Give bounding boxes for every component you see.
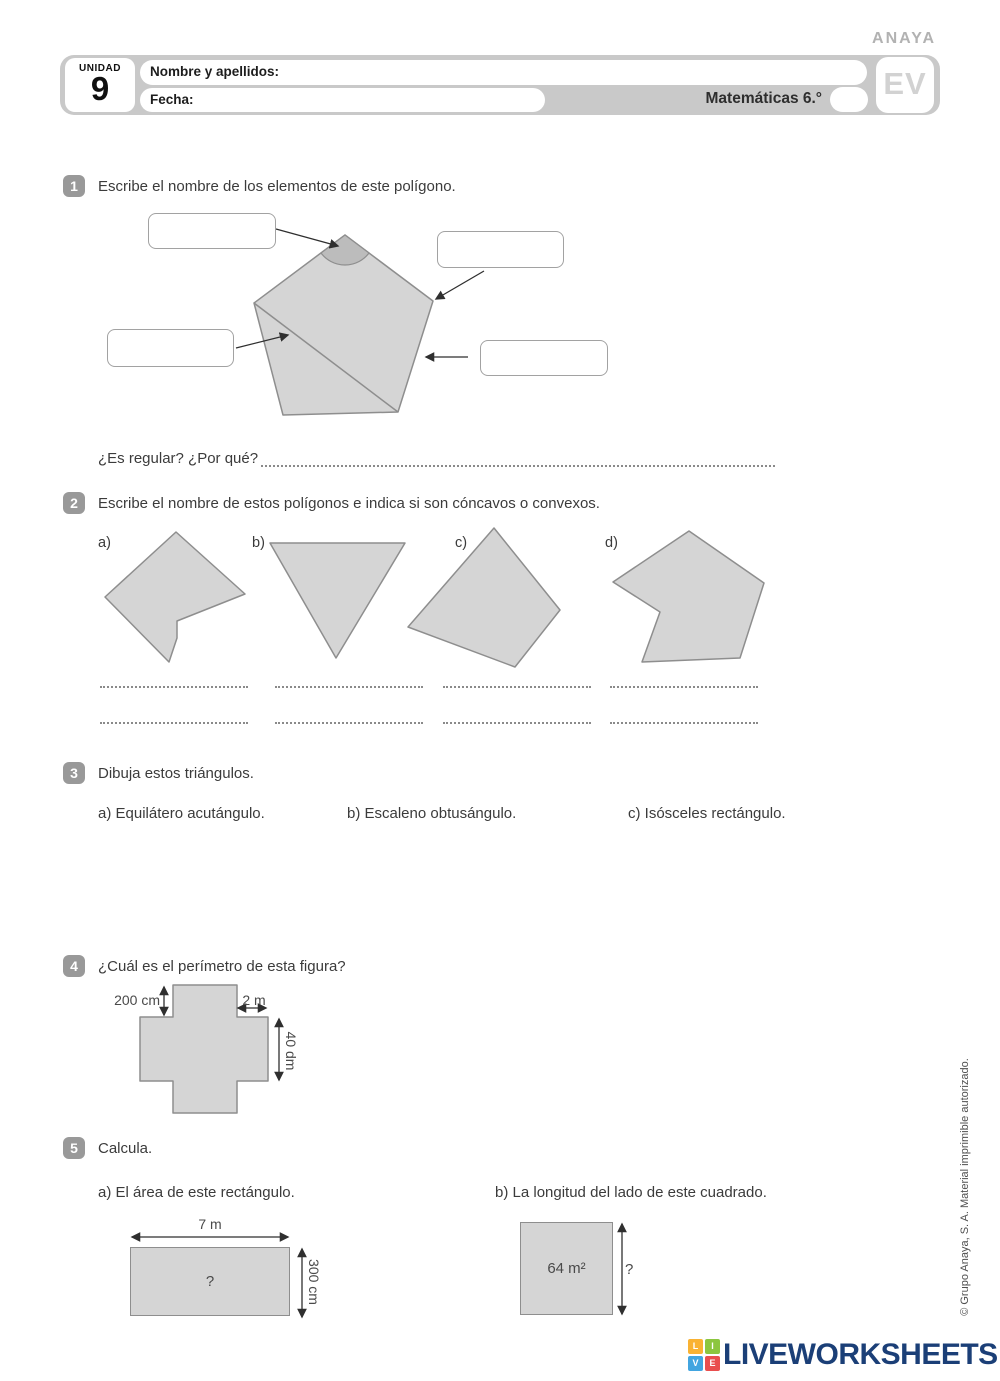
exercise-2-prompt: Escribe el nombre de estos polígonos e indica si son cóncavos o convexos. (98, 495, 600, 512)
arrow-to-angle (276, 229, 338, 246)
date-field-label: Fecha: (150, 92, 194, 107)
triangle-item-a: a) Equilátero acutángulo. (98, 805, 265, 822)
answer-box-vertex[interactable] (437, 231, 564, 268)
square-area-label: 64 m² (547, 1260, 586, 1277)
polygon-b-triangle (270, 543, 405, 658)
rect-height-label: 300 cm (306, 1259, 322, 1305)
shape-d-label: d) (605, 535, 618, 551)
name-field-label: Nombre y apellidos: (150, 64, 280, 79)
copyright-text: © Grupo Anaya, S. A. Material imprimible autorizado. (959, 1058, 971, 1316)
liveworksheets-logo[interactable] (688, 1338, 998, 1372)
logo-square-v: V (688, 1356, 703, 1371)
answer-line-d1[interactable] (610, 678, 758, 688)
answer-line-b1[interactable] (275, 678, 423, 688)
dim-label-2m: 2 m (242, 992, 266, 1008)
answer-line-c1[interactable] (443, 678, 591, 688)
unit-label: UNIDAD (79, 63, 121, 74)
calc-item-b: b) La longitud del lado de este cuadrado. (495, 1184, 767, 1201)
triangle-item-c: c) Isósceles rectángulo. (628, 805, 786, 822)
exercise-3-badge: 3 (63, 762, 85, 784)
unit-box (65, 58, 135, 112)
exercise-3-prompt: Dibuja estos triángulos. (98, 765, 254, 782)
answer-box-side[interactable] (480, 340, 608, 376)
rectangle-shape (130, 1247, 290, 1316)
rect-area-unknown: ? (205, 1273, 215, 1290)
answer-line-a1[interactable] (100, 678, 248, 688)
name-field[interactable] (140, 60, 867, 85)
logo-square-e: E (705, 1356, 720, 1371)
exercise-2-badge: 2 (63, 492, 85, 514)
angle-arc (321, 235, 369, 265)
regular-answer-line[interactable] (261, 453, 775, 467)
logo-square-l: L (688, 1339, 703, 1354)
answer-line-b2[interactable] (275, 714, 423, 724)
exercise-4-prompt: ¿Cuál es el perímetro de esta figura? (98, 958, 346, 975)
arrow-to-vertex (436, 271, 484, 299)
exercise-5-prompt: Calcula. (98, 1140, 153, 1157)
ev-badge: EV (876, 57, 934, 113)
logo-square-i: I (705, 1339, 720, 1354)
exercise-1-badge: 1 (63, 175, 85, 197)
answer-line-d2[interactable] (610, 714, 758, 724)
liveworksheets-wordmark: LIVEWORKSHEETS (723, 1338, 998, 1371)
polygon-c-convex (408, 528, 560, 667)
dim-label-200cm: 200 cm (114, 992, 160, 1008)
answer-box-angle[interactable] (148, 213, 276, 249)
shape-c-label: c) (455, 535, 468, 551)
polygon-d-concave (613, 531, 764, 662)
exercise-1-prompt: Escribe el nombre de los elementos de este polígono. (98, 178, 456, 195)
exercise-5-badge: 5 (63, 1137, 85, 1159)
answer-line-c2[interactable] (443, 714, 591, 724)
shape-b-label: b) (252, 535, 265, 551)
polygons-figure (90, 520, 790, 670)
square-side-unknown: ? (625, 1261, 634, 1278)
answer-line-a2[interactable] (100, 714, 248, 724)
polygon-a-concave (105, 532, 245, 662)
score-box[interactable] (830, 87, 868, 112)
unit-number: 9 (90, 70, 110, 107)
dim-label-40dm: 40 dm (283, 1031, 299, 1071)
triangle-item-b: b) Escaleno obtusángulo. (347, 805, 517, 822)
regular-question: ¿Es regular? ¿Por qué? (98, 450, 259, 467)
calc-item-a: a) El área de este rectángulo. (98, 1184, 295, 1201)
date-field[interactable] (140, 88, 545, 112)
answer-box-diagonal[interactable] (107, 329, 234, 367)
square-shape (520, 1222, 613, 1315)
shape-a-label: a) (98, 535, 111, 551)
subject-title: Matemáticas 6.° (705, 90, 822, 107)
liveworksheets-grid-icon (688, 1339, 720, 1371)
rect-width-arrow (127, 1231, 293, 1243)
rect-width-label: 7 m (198, 1216, 222, 1232)
exercise-4-badge: 4 (63, 955, 85, 977)
anaya-logo: ANAYA (872, 30, 936, 47)
